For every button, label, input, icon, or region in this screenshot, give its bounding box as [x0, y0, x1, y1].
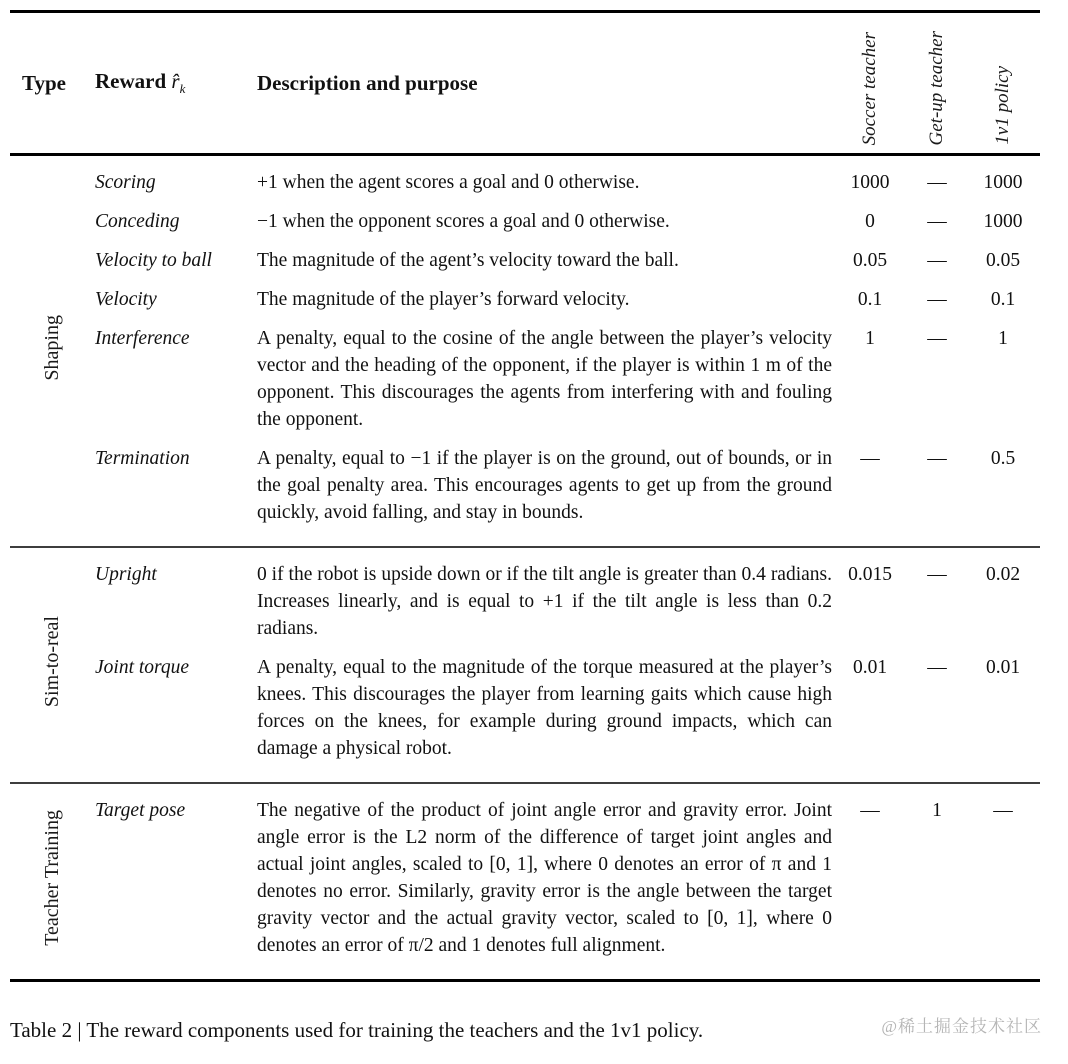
value-soccer-teacher: 0.01: [852, 657, 888, 678]
header-type: Type: [22, 70, 66, 95]
reward-description: +1 when the agent scores a goal and 0 otherwise.: [257, 172, 640, 193]
section-type-label: Teacher Training: [41, 810, 63, 946]
header-description: Description and purpose: [257, 70, 478, 95]
reward-name: Velocity to ball: [95, 250, 212, 271]
reward-name: Conceding: [95, 211, 180, 232]
table-row-upright: [95, 555, 1040, 648]
table-row-conceding: [95, 202, 1040, 241]
reward-description: The negative of the product of joint angle error and gravity error. Joint angle error is the L2 norm of the difference of target joint angles and actual joint angles, scaled to [0, 1], where 0 denotes an error of π and 1 denotes no error. Similarly, gravity error is the angle between the target gravity vector and the actual gravity vector, scaled to [0, 1], where 0 denotes an error of π/2 and 1 denotes full alignment.: [257, 800, 832, 956]
value-getup-teacher: —: [927, 657, 947, 678]
reward-description: −1 when the opponent scores a goal and 0 otherwise.: [257, 211, 670, 232]
value-soccer-teacher: 0.015: [848, 564, 892, 585]
value-getup-teacher: 1: [932, 800, 942, 821]
value-getup-teacher: —: [927, 211, 947, 232]
table-header: [10, 10, 1040, 156]
reward-name: Termination: [95, 448, 190, 469]
reward-description: 0 if the robot is upside down or if the tilt angle is greater than 0.4 radians. Increases linearly, and is equal to +1 if the tilt angle is less than 0.2 radians.: [257, 564, 832, 639]
reward-name: Joint torque: [95, 657, 190, 678]
section-sim-to-real: [10, 546, 1040, 782]
header-soccer-teacher: Soccer teacher: [859, 31, 880, 145]
value-soccer-teacher: 1: [865, 328, 875, 349]
table-row-scoring: [95, 163, 1040, 202]
reward-name: Scoring: [95, 172, 156, 193]
value-soccer-teacher: —: [860, 800, 880, 821]
table-caption: Table 2 | The reward components used for training the teachers and the 1v1 policy.: [10, 1018, 704, 1042]
header-1v1-policy: 1v1 policy: [992, 66, 1013, 145]
reward-description: A penalty, equal to the cosine of the angle between the player’s velocity vector and the heading of the opponent, if the player is within 1 m of the opponent. This discourages the agents from interfering with and fouling the opponent.: [257, 328, 832, 430]
value-getup-teacher: —: [927, 250, 947, 271]
table-row-joint-torque: [95, 648, 1040, 768]
value-1v1-policy: 0.02: [985, 564, 1021, 585]
value-1v1-policy: 0.5: [990, 448, 1016, 469]
table-row-interference: [95, 319, 1040, 439]
section-type-label: Shaping: [41, 314, 63, 381]
reward-name: Target pose: [95, 800, 186, 821]
value-1v1-policy: 1000: [983, 172, 1023, 193]
watermark: @稀土掘金技术社区: [881, 1017, 1042, 1036]
value-getup-teacher: —: [927, 448, 947, 469]
section-type-label: Sim-to-real: [41, 615, 63, 708]
reward-description: The magnitude of the player’s forward velocity.: [257, 289, 630, 310]
value-1v1-policy: —: [993, 800, 1013, 821]
table-row-velocity: [95, 280, 1040, 319]
value-getup-teacher: —: [927, 172, 947, 193]
value-1v1-policy: 1000: [983, 211, 1023, 232]
reward-description: A penalty, equal to the magnitude of the torque measured at the player’s knees. This discourages the player from learning gaits which cause high forces on the knees, for example during ground impacts, which can damage a physical robot.: [257, 657, 832, 759]
value-soccer-teacher: —: [860, 448, 880, 469]
value-1v1-policy: 0.05: [985, 250, 1021, 271]
table-row-termination: [95, 439, 1040, 532]
rewards-table: [10, 10, 1040, 982]
value-getup-teacher: —: [927, 564, 947, 585]
value-soccer-teacher: 0.05: [852, 250, 888, 271]
table-row-velocity-to-ball: [95, 241, 1040, 280]
value-getup-teacher: —: [927, 328, 947, 349]
reward-name: Velocity: [95, 289, 157, 310]
header-getup-teacher: Get-up teacher: [926, 30, 947, 145]
reward-name: Interference: [95, 328, 190, 349]
value-1v1-policy: 1: [998, 328, 1008, 349]
value-soccer-teacher: 1000: [850, 172, 890, 193]
value-soccer-teacher: 0: [865, 211, 875, 232]
header-reward: Reward $r̂_k$: [95, 68, 186, 97]
table-row-target-pose: [95, 791, 1040, 965]
reward-name: Upright: [95, 564, 157, 585]
section-shaping: [10, 156, 1040, 546]
value-1v1-policy: 0.1: [990, 289, 1016, 310]
reward-description: A penalty, equal to −1 if the player is on the ground, out of bounds, or in the goal penalty area. This encourages agents to get up from the ground quickly, avoid falling, and stay in bounds.: [257, 448, 832, 523]
reward-description: The magnitude of the agent’s velocity toward the ball.: [257, 250, 679, 271]
value-getup-teacher: —: [927, 289, 947, 310]
value-1v1-policy: 0.01: [985, 657, 1021, 678]
section-teacher-training: [10, 782, 1040, 982]
value-soccer-teacher: 0.1: [857, 289, 883, 310]
